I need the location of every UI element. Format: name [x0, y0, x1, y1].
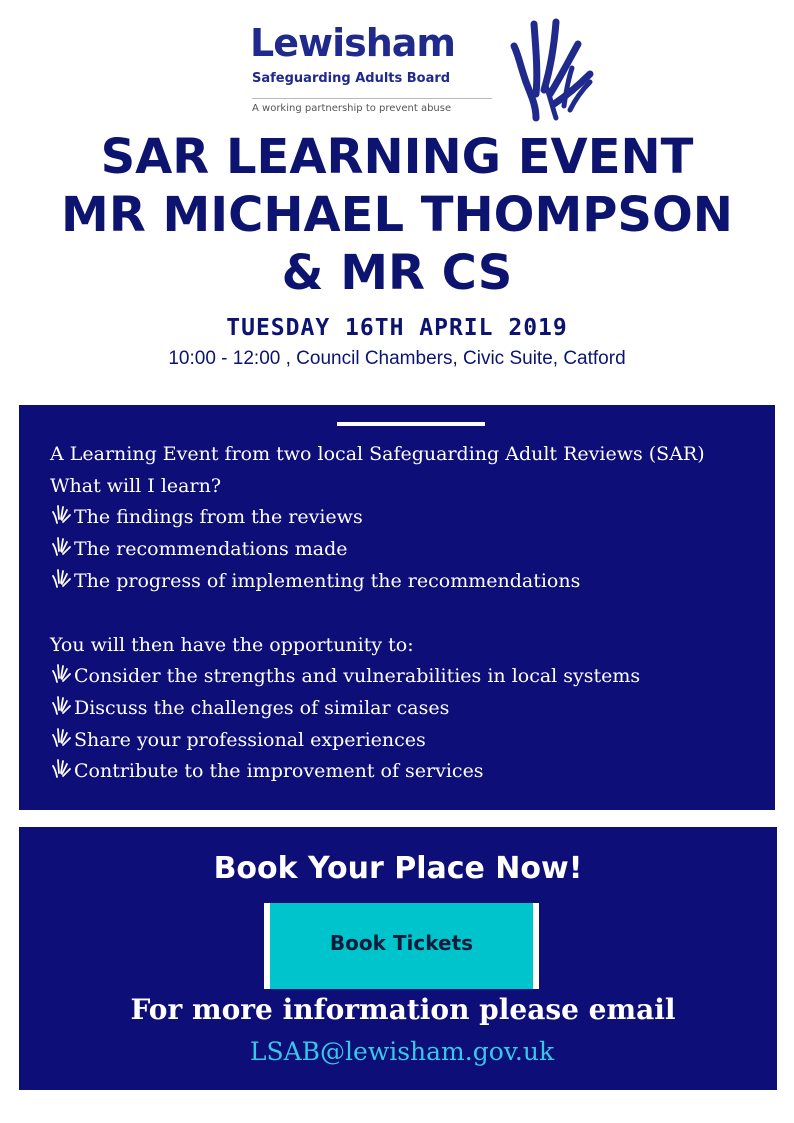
list-item — [50, 661, 769, 693]
list-item — [50, 725, 769, 757]
learn-item-1: The findings from the reviews — [74, 506, 363, 529]
list-item — [50, 756, 769, 788]
headline-line-2: MR MICHAEL THOMPSON — [61, 187, 733, 243]
opportunity-item-2: Discuss the challenges of similar cases — [74, 696, 450, 719]
headline-line-3: & MR CS — [281, 245, 513, 301]
book-tickets-button[interactable] — [264, 903, 539, 989]
learn-item-2: The recommendations made — [74, 538, 348, 561]
more-info-text: For more information please email — [130, 993, 676, 1026]
opportunity-item-4: Contribute to the improvement of services — [74, 760, 484, 783]
opportunity-item-1: Consider the strengths and vulnerabilities in local systems — [74, 665, 641, 688]
hand-icon — [50, 503, 72, 525]
book-tickets-label: Book Tickets — [329, 931, 474, 955]
opportunity-heading: You will then have the opportunity to: — [50, 633, 414, 656]
info-panel — [19, 405, 775, 810]
list-item — [50, 534, 769, 566]
logo-tagline: A working partnership to prevent abuse — [252, 103, 452, 114]
logo-name: Lewisham — [250, 21, 456, 65]
event-date: TUESDAY 16TH APRIL 2019 — [226, 315, 568, 341]
headline-line-1: SAR LEARNING EVENT — [100, 129, 694, 185]
hand-icon — [50, 694, 72, 716]
logo-divider — [252, 98, 492, 99]
hand-icon — [50, 567, 72, 589]
event-headline — [0, 128, 794, 302]
learn-question: What will I learn? — [50, 474, 221, 497]
list-item — [50, 566, 769, 598]
list-item — [50, 693, 769, 725]
opportunity-item-3: Share your professional experiences — [74, 728, 426, 751]
booking-title: Book Your Place Now! — [213, 851, 583, 886]
event-time-location: 10:00 - 12:00 , Council Chambers, Civic Suite, Catford — [168, 348, 626, 369]
list-item — [50, 502, 769, 534]
hand-icon — [50, 757, 72, 779]
hand-icon — [50, 535, 72, 557]
learn-item-3: The progress of implementing the recommendations — [74, 569, 581, 592]
info-text — [50, 439, 769, 788]
email-link[interactable]: LSAB@lewisham.gov.uk — [249, 1037, 555, 1066]
lewisham-logo — [250, 22, 600, 122]
logo-subtitle: Safeguarding Adults Board — [252, 71, 451, 86]
hand-icon — [50, 662, 72, 684]
hand-icon — [50, 726, 72, 748]
panel-divider — [337, 422, 485, 426]
booking-panel — [19, 827, 777, 1090]
hands-icon — [506, 10, 598, 122]
intro-text: A Learning Event from two local Safeguarding Adult Reviews (SAR) — [50, 443, 705, 465]
